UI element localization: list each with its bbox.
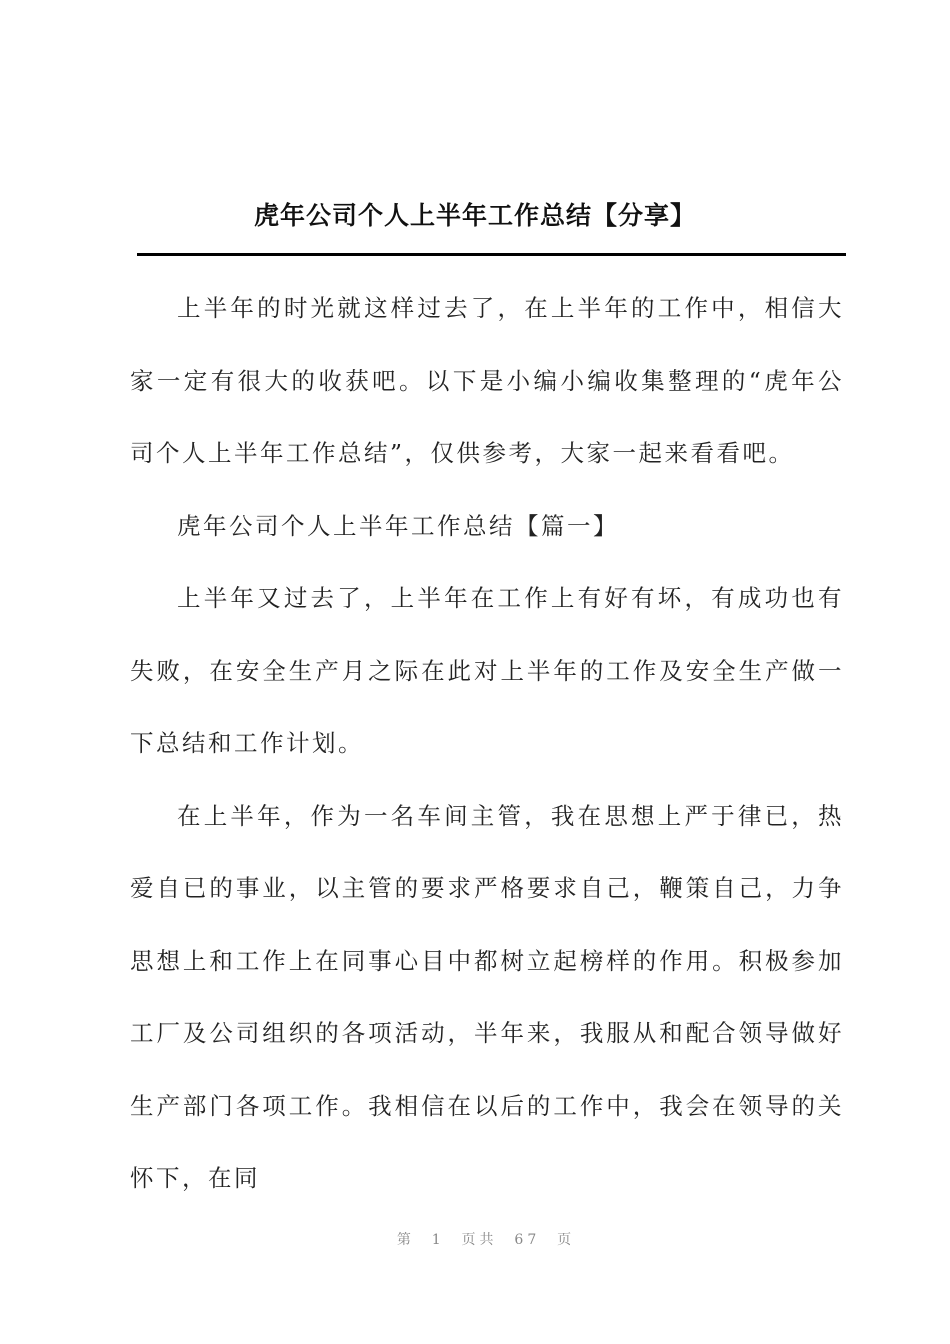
page-footer: 第 1 页共 67 页 <box>396 1232 576 1248</box>
paragraph-work: 在上半年，作为一名车间主管，我在思想上严于律已，热爱自已的事业，以主管的要求严格要求自己，鞭策自己，力争思想上和工作上在同事心目中都树立起榜样的作用。积极参加工厂及公司组织的各项活动，半年来，我服从和配合领导做好生产部门各项工作。我相信在以后的工作中，我会在领导的关怀下，在同 <box>130 801 844 1192</box>
title-underline <box>137 253 846 256</box>
document-title: 虎年公司个人上半年工作总结【分享】 <box>253 201 696 230</box>
document-body <box>130 272 844 1215</box>
paragraph-summary: 上半年又过去了，上半年在工作上有好有坏，有成功也有失败，在安全生产月之际在此对上半年的工作及安全生产做一下总结和工作计划。 <box>130 584 844 757</box>
section-heading: 虎年公司个人上半年工作总结【篇一】 <box>177 511 619 540</box>
paragraph-intro: 上半年的时光就这样过去了，在上半年的工作中，相信大家一定有很大的收获吧。以下是小编小编收集整理的“虎年公司个人上半年工作总结”，仅供参考，大家一起来看看吧。 <box>130 294 844 467</box>
